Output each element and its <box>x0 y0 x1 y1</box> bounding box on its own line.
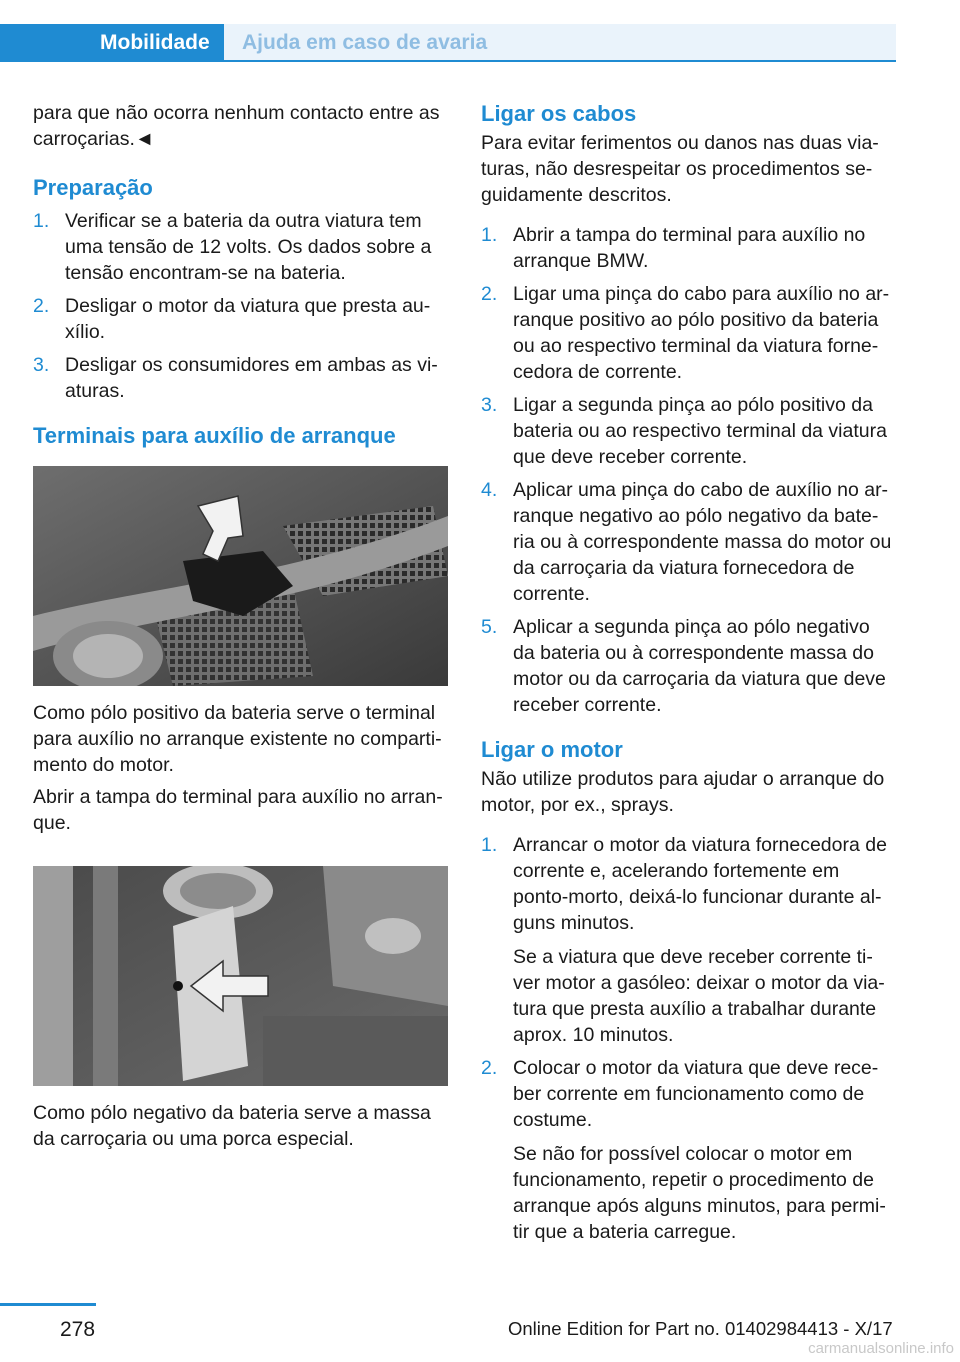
step-text: Colocar o motor da viatura que deve rece-ber corrente em funcionamento como de costume. <box>513 1057 879 1131</box>
step-text: Arrancar o motor da viatura fornecedora de corrente e, acelerando fortemente em ponto-morto, deixá-lo funcionar durante al-guns minutos. <box>513 834 887 934</box>
step-number: 5. <box>481 616 498 638</box>
right-column <box>481 100 896 1252</box>
list-item <box>33 208 448 286</box>
cables-intro: Para evitar ferimentos ou danos nas duas via-turas, não desrespeitar os procedimentos se-guidamente descritos. <box>481 132 879 206</box>
positive-terminal-photo <box>33 466 448 686</box>
positive-terminal-paragraph: Como pólo positivo da bateria serve o terminal para auxílio no arranque existente no comparti-mento do motor. <box>33 702 442 776</box>
preparation-steps <box>33 208 448 404</box>
section-tab: Mobilidade <box>0 24 224 62</box>
step-note: Se a viatura que deve receber corrente ti-ver motor a gasóleo: deixar o motor da via-tura que presta auxílio a trabalhar durante aprox. 10 minutos. <box>513 946 885 1046</box>
intro-paragraph: para que não ocorra nenhum contacto entre as carroçarias.◄ <box>33 102 440 150</box>
list-item <box>481 281 896 385</box>
list-item <box>481 614 896 718</box>
step-number: 1. <box>481 224 498 246</box>
step-text: Abrir a tampa do terminal para auxílio no arranque BMW. <box>513 224 866 272</box>
preparation-heading: Preparação <box>33 175 153 200</box>
list-item <box>481 832 896 1048</box>
list-item <box>481 477 896 607</box>
list-item <box>481 392 896 470</box>
open-cover-paragraph: Abrir a tampa do terminal para auxílio no arran-que. <box>33 786 443 834</box>
page-header <box>0 0 960 64</box>
edition-note: Online Edition for Part no. 01402984413 - X/17 <box>508 1318 893 1339</box>
step-number: 3. <box>481 394 498 416</box>
motor-steps <box>481 832 896 1245</box>
page-number: 278 <box>60 1318 96 1341</box>
step-note: Se não for possível colocar o motor em funcionamento, repetir o procedimento de arranque após alguns minutos, para permi-tir que a bateria carregue. <box>513 1143 886 1243</box>
step-text: Ligar uma pinça do cabo para auxílio no ar-ranque positivo ao pólo positivo da bateria ou ao respectivo terminal da viatura forne-cedora de corrente. <box>513 283 890 383</box>
terminals-heading: Terminais para auxílio de arranque <box>33 423 396 448</box>
step-number: 2. <box>481 283 498 305</box>
negative-terminal-paragraph: Como pólo negativo da bateria serve a massa da carroçaria ou uma porca especial. <box>33 1102 431 1150</box>
cables-steps <box>481 222 896 718</box>
step-number: 2. <box>33 295 50 317</box>
chapter-tab: Ajuda em caso de avaria <box>224 24 896 62</box>
page-number-bar <box>0 1303 96 1306</box>
step-text: Ligar a segunda pinça ao pólo positivo da bateria ou ao respectivo terminal da viatura que deve receber corrente. <box>513 394 887 468</box>
step-number: 2. <box>481 1057 498 1079</box>
negative-terminal-photo <box>33 866 448 1086</box>
list-item <box>481 1055 896 1245</box>
motor-intro: Não utilize produtos para ajudar o arranque do motor, por ex., sprays. <box>481 768 885 816</box>
header-divider <box>0 60 896 62</box>
step-text: Desligar o motor da viatura que presta au-xílio. <box>65 295 431 343</box>
cables-heading: Ligar os cabos <box>481 101 637 126</box>
step-number: 4. <box>481 479 498 501</box>
list-item <box>481 222 896 274</box>
watermark: carmanualsonline.info <box>808 1340 954 1357</box>
step-text: Aplicar a segunda pinça ao pólo negativo da bateria ou à correspondente massa do motor ou da carroçaria da viatura que deve receber corrente. <box>513 616 886 716</box>
motor-heading: Ligar o motor <box>481 737 623 762</box>
step-text: Verificar se a bateria da outra viatura tem uma tensão de 12 volts. Os dados sobre a tensão encontram-se na bateria. <box>65 210 432 284</box>
list-item <box>33 352 448 404</box>
step-number: 1. <box>481 834 498 856</box>
step-number: 3. <box>33 354 50 376</box>
step-text: Aplicar uma pinça do cabo de auxílio no ar-ranque negativo ao pólo negativo da bate-ria ou à correspondente massa do motor ou da carroçaria da viatura fornecedora de corrente. <box>513 479 892 605</box>
list-item <box>33 293 448 345</box>
step-number: 1. <box>33 210 50 232</box>
step-text: Desligar os consumidores em ambas as vi-aturas. <box>65 354 438 402</box>
left-column <box>33 100 448 1152</box>
